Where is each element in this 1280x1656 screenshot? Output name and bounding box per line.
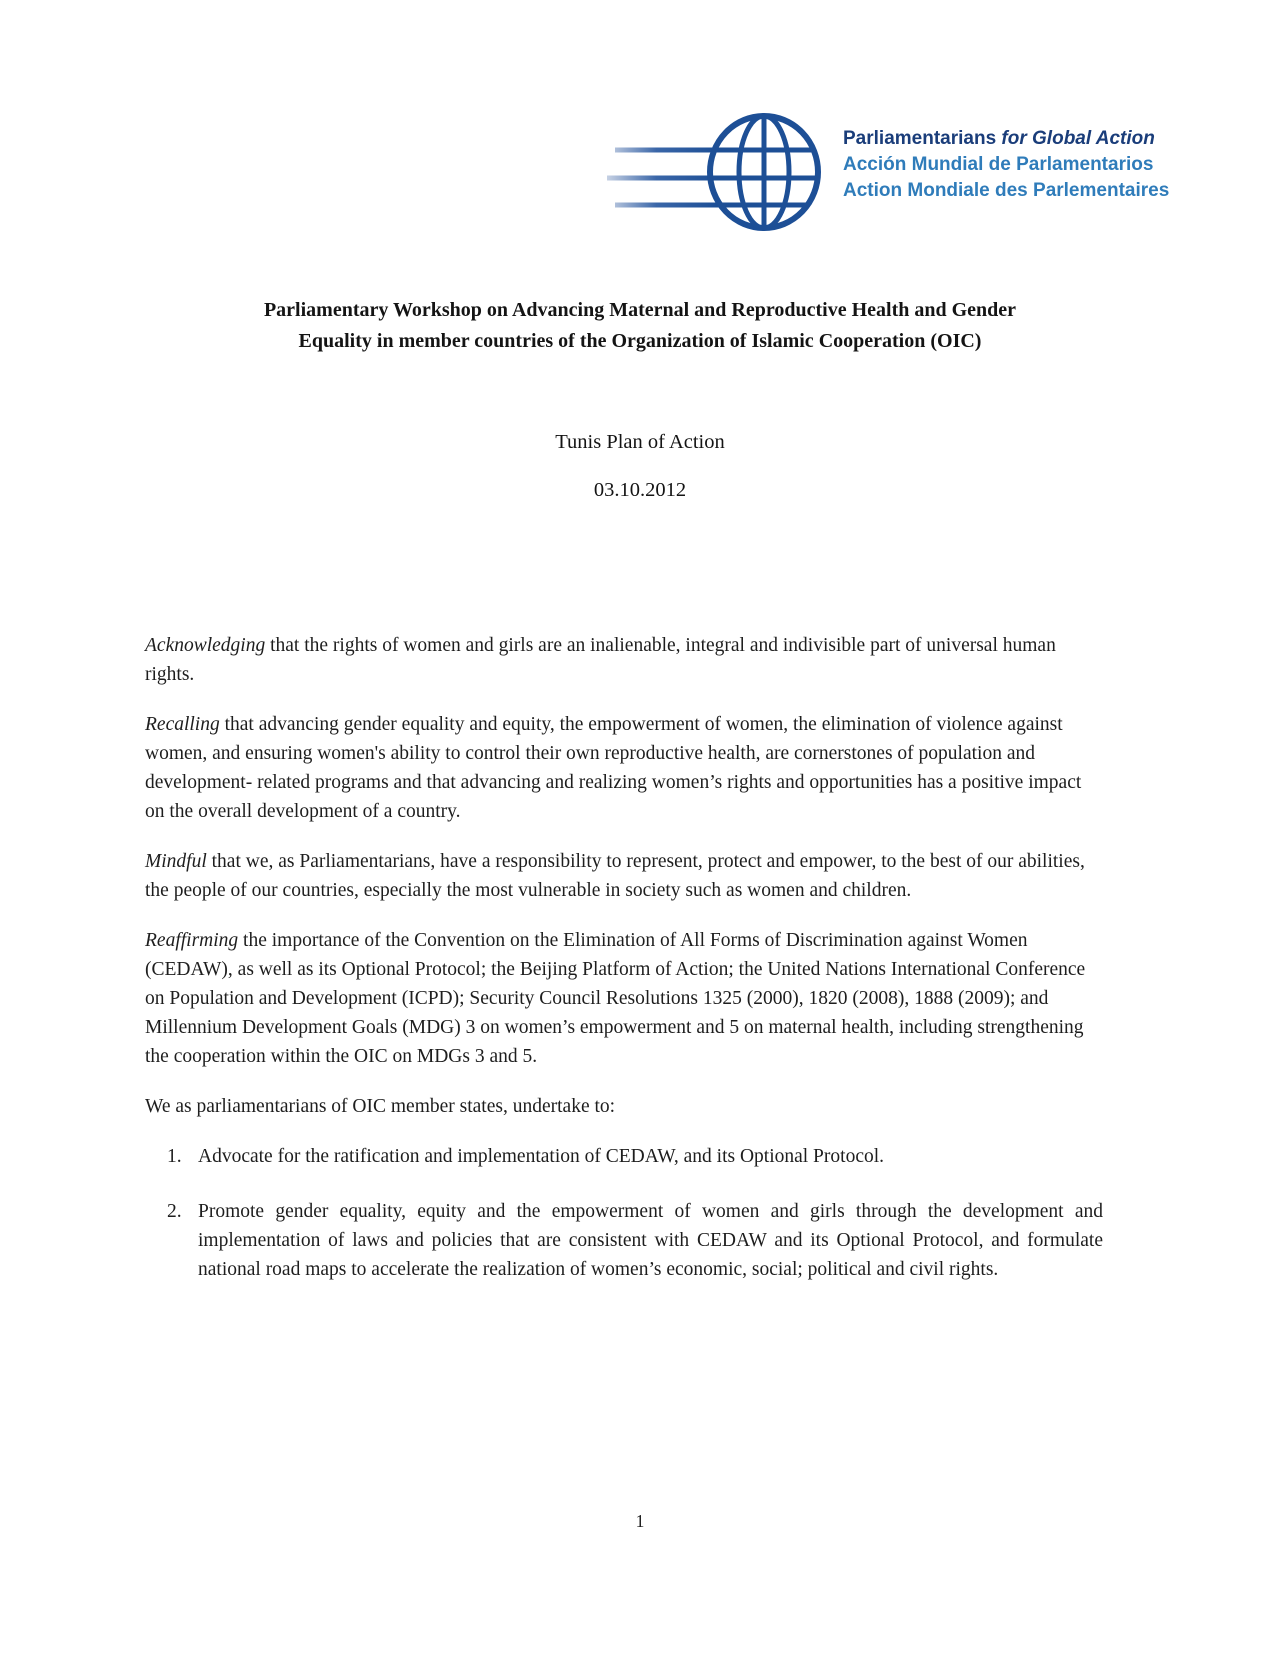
document-subtitle: Tunis Plan of Action bbox=[555, 431, 725, 453]
document-date: 03.10.2012 bbox=[593, 479, 687, 501]
list-item bbox=[145, 1142, 1103, 1171]
paragraph-text: that we, as Parliamentarians, have a responsibility to represent, protect and empower, to the best of our abilities, the people of our countries, especially the most vulnerable in society such as women and children. bbox=[145, 851, 1085, 901]
page-number: 1 bbox=[635, 1511, 645, 1531]
document-body bbox=[145, 631, 1103, 1310]
paragraph-text: that advancing gender equality and equity, the empowerment of women, the elimination of violence against women, and ensuring women's ability to control their own reproductive health, are cornerstones of population and development- related programs and that advancing and realizing women’s rights and opportunities has a positive impact on the overall development of a country. bbox=[145, 714, 1082, 822]
paragraph-lead: Reaffirming bbox=[145, 930, 239, 951]
paragraph-container bbox=[145, 631, 1103, 1121]
numbered-list bbox=[145, 1142, 1103, 1284]
document-title bbox=[0, 295, 1280, 357]
document-title-line1: Parliamentary Workshop on Advancing Maternal and Reproductive Health and Gender bbox=[263, 299, 1017, 321]
body-paragraph bbox=[145, 710, 1103, 826]
list-item-number: 2. bbox=[167, 1201, 182, 1222]
list-item-number: 1. bbox=[167, 1146, 182, 1167]
paragraph-text: the importance of the Convention on the Elimination of All Forms of Discrimination against Women (CEDAW), as well as its Optional Protocol; the Beijing Platform of Action; the United Nations International Conference on Population and Development (ICPD); Security Council Resolutions 1325 (2000), 1820 (2008), 1888 (2009); and Millennium Development Goals (MDG) 3 on women’s empowerment and 5 on maternal health, including strengthening the cooperation within the OIC on MDGs 3 and 5. bbox=[145, 930, 1086, 1067]
list-item-text: Advocate for the ratification and implementation of CEDAW, and its Optional Protocol. bbox=[198, 1146, 885, 1167]
pga-logo bbox=[607, 113, 1169, 235]
paragraph-text: that the rights of women and girls are an inalienable, integral and indivisible part of universal human rights. bbox=[145, 635, 1056, 685]
body-paragraph bbox=[145, 926, 1103, 1071]
body-paragraph bbox=[145, 847, 1103, 905]
logo-name-fr: Action Mondiale des Parlementaires bbox=[843, 180, 1170, 201]
body-paragraph bbox=[145, 1092, 1103, 1121]
globe-icon bbox=[607, 113, 837, 235]
list-item-text: Promote gender equality, equity and the empowerment of women and girls through the development and implementation of laws and policies that are consistent with CEDAW and its Optional Protocol, and formulate national road maps to accelerate the realization of women’s economic, social; political and civil rights. bbox=[198, 1201, 1103, 1280]
document-title-line2: Equality in member countries of the Organization of Islamic Cooperation (OIC) bbox=[298, 330, 982, 352]
paragraph-lead: Mindful bbox=[145, 851, 207, 872]
logo-name-en: Parliamentarians for Global Action bbox=[843, 128, 1155, 149]
paragraph-text: We as parliamentarians of OIC member states, undertake to: bbox=[145, 1096, 616, 1117]
logo-name-es: Acción Mundial de Parlamentarios bbox=[843, 154, 1154, 175]
paragraph-lead: Acknowledging bbox=[145, 635, 266, 656]
paragraph-lead: Recalling bbox=[145, 714, 220, 735]
body-paragraph bbox=[145, 631, 1103, 689]
list-item bbox=[145, 1197, 1103, 1284]
logo-wordmark bbox=[843, 126, 1169, 204]
